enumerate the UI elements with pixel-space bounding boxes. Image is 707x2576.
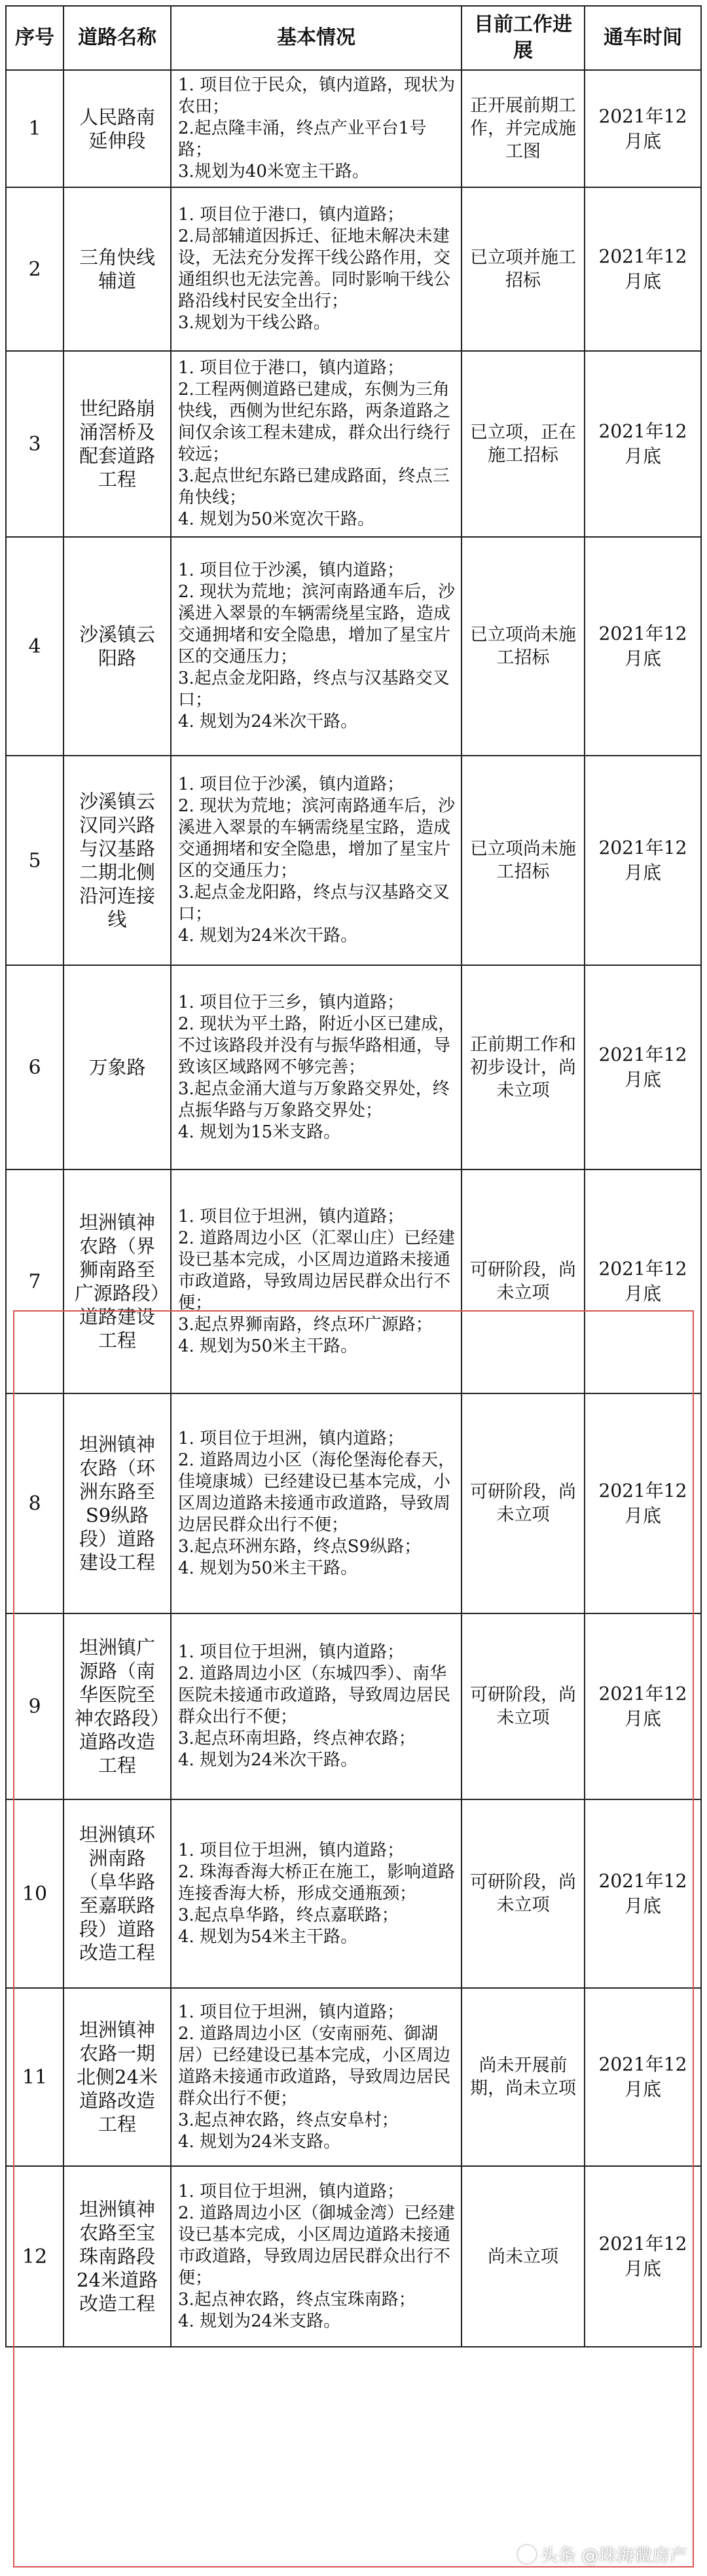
header-road-name: 道路名称 bbox=[63, 6, 171, 70]
info-line: 3.规划为干线公路。 bbox=[178, 313, 331, 333]
info-line: 1. 项目位于民众，镇内道路，现状为农田； bbox=[178, 75, 456, 117]
open-time: 2021年12月底 bbox=[585, 1613, 701, 1799]
info-line: 4. 规划为50米主干路。 bbox=[178, 1336, 358, 1356]
work-progress: 尚未开展前期，尚未立项 bbox=[462, 1988, 585, 2166]
info-line: 4. 规划为54米主干路。 bbox=[178, 1926, 358, 1947]
header-basic-info: 基本情况 bbox=[171, 6, 462, 70]
basic-info bbox=[171, 537, 462, 756]
toutiao-logo-icon bbox=[518, 2545, 536, 2564]
open-time: 2021年12月底 bbox=[585, 1169, 701, 1393]
basic-info bbox=[171, 187, 462, 351]
table-row bbox=[6, 2166, 701, 2347]
table-row bbox=[6, 1613, 701, 1799]
info-line: 4. 规划为50米宽次干路。 bbox=[178, 509, 375, 529]
info-line: 1. 项目位于坦洲，镇内道路； bbox=[178, 2181, 405, 2201]
open-time: 2021年12月底 bbox=[585, 1799, 701, 1988]
road-name: 三角快线辅道 bbox=[63, 187, 171, 351]
open-time: 2021年12月底 bbox=[585, 2166, 701, 2347]
row-index: 2 bbox=[6, 187, 63, 351]
open-time: 2021年12月底 bbox=[585, 187, 701, 351]
open-time: 2021年12月底 bbox=[585, 965, 701, 1169]
table-row bbox=[6, 1988, 701, 2166]
info-line: 2. 珠海香海大桥正在施工，影响道路连接香海大桥，形成交通瓶颈； bbox=[178, 1862, 456, 1904]
info-line: 3.起点环洲东路，终点S9纵路； bbox=[178, 1536, 422, 1556]
road-name: 沙溪镇云阳路 bbox=[63, 537, 171, 756]
info-line: 4. 规划为24米次干路。 bbox=[178, 712, 358, 731]
row-index: 11 bbox=[6, 1988, 63, 2166]
info-line: 3.规划为40米宽主干路。 bbox=[178, 162, 369, 181]
info-line: 3.起点神农路，终点宝珠南路； bbox=[178, 2289, 416, 2309]
info-line: 3.起点阜华路，终点嘉联路； bbox=[178, 1905, 399, 1925]
row-index: 10 bbox=[6, 1799, 63, 1988]
road-name: 坦洲镇神农路（界狮南路至广源路段）道路建设工程 bbox=[63, 1169, 171, 1393]
open-time: 2021年12月底 bbox=[585, 1988, 701, 2166]
work-progress: 可研阶段，尚未立项 bbox=[462, 1169, 585, 1393]
info-line: 4. 规划为24米次干路。 bbox=[178, 1750, 358, 1770]
road-name: 人民路南延伸段 bbox=[63, 70, 171, 187]
info-line: 2.工程两侧道路已建成，东侧为三角快线，西侧为世纪东路，两条道路之间仅余该工程未建成，群众出行绕行较远； bbox=[178, 380, 451, 464]
header-progress: 目前工作进展 bbox=[462, 6, 585, 70]
info-line: 4. 规划为15米支路。 bbox=[178, 1122, 341, 1142]
info-line: 1. 项目位于沙溪，镇内道路； bbox=[178, 775, 405, 794]
table-row bbox=[6, 1799, 701, 1988]
table-row bbox=[6, 537, 701, 756]
road-name: 世纪路崩涌滘桥及配套道路工程 bbox=[63, 351, 171, 537]
road-projects-table bbox=[5, 5, 702, 2347]
work-progress: 已立项尚未施工招标 bbox=[462, 756, 585, 965]
info-line: 1. 项目位于沙溪，镇内道路； bbox=[178, 561, 405, 580]
info-line: 2. 道路周边小区（东城四季）、南华医院未接通市政道路，导致周边居民群众出行不便； bbox=[178, 1664, 451, 1727]
info-line: 4. 规划为50米主干路。 bbox=[178, 1558, 358, 1578]
road-name: 坦洲镇神农路至宝珠南路段24米道路改造工程 bbox=[63, 2166, 171, 2347]
info-line: 1. 项目位于三乡，镇内道路； bbox=[178, 992, 405, 1012]
work-progress: 已立项并施工招标 bbox=[462, 187, 585, 351]
info-line: 1. 项目位于坦洲，镇内道路； bbox=[178, 1206, 405, 1226]
info-line: 2. 道路周边小区（御城金湾）已经建设已基本完成，小区周边道路未接通市政道路，导致周边居民群众出行不便； bbox=[178, 2203, 456, 2288]
row-index: 3 bbox=[6, 351, 63, 537]
work-progress: 尚未立项 bbox=[462, 2166, 585, 2347]
basic-info bbox=[171, 70, 462, 187]
work-progress: 可研阶段，尚未立项 bbox=[462, 1613, 585, 1799]
info-line: 1. 项目位于坦洲，镇内道路； bbox=[178, 1840, 405, 1860]
open-time: 2021年12月底 bbox=[585, 351, 701, 537]
info-line: 3.起点金龙阳路，终点与汉基路交叉口； bbox=[178, 883, 450, 924]
row-index: 9 bbox=[6, 1613, 63, 1799]
table-row bbox=[6, 756, 701, 965]
info-line: 1. 项目位于坦洲，镇内道路； bbox=[178, 1428, 405, 1448]
row-index: 6 bbox=[6, 965, 63, 1169]
basic-info bbox=[171, 1799, 462, 1988]
info-line: 2. 现状为平土路，附近小区已建成，不过该路段并没有与振华路相通，导致该区域路网不够完善； bbox=[178, 1014, 456, 1077]
info-line: 3.起点世纪东路已建成路面，终点三角快线； bbox=[178, 466, 450, 507]
work-progress: 正前期工作和初步设计，尚未立项 bbox=[462, 965, 585, 1169]
road-name: 坦洲镇广源路（南华医院至神农路段）道路改造工程 bbox=[63, 1613, 171, 1799]
row-index: 4 bbox=[6, 537, 63, 756]
row-index: 1 bbox=[6, 70, 63, 187]
info-line: 1. 项目位于港口，镇内道路； bbox=[178, 205, 405, 225]
info-line: 2. 道路周边小区（海伦堡海伦春天，佳境康城）已经建设已基本完成，小区周边道路未接通市政道路，导致周边居民群众出行不便； bbox=[178, 1450, 456, 1535]
info-line: 1. 项目位于坦洲，镇内道路； bbox=[178, 1642, 405, 1662]
header-row bbox=[6, 6, 701, 70]
info-line: 2. 现状为荒地；滨河南路通车后，沙溪进入翠景的车辆需绕星宝路，造成交通拥堵和安全隐患，增加了星宝片区的交通压力； bbox=[178, 582, 456, 667]
info-line: 2. 道路周边小区（汇翠山庄）已经建设已基本完成，小区周边道路未接通市政道路，导致周边居民群众出行不便； bbox=[178, 1228, 456, 1313]
info-line: 2.局部辅道因拆迁、征地未解决未建设，无法充分发挥干线公路作用，交通组织也无法完善。同时影响干线公路沿线村民安全出行； bbox=[178, 227, 451, 311]
basic-info bbox=[171, 351, 462, 537]
basic-info bbox=[171, 2166, 462, 2347]
road-name: 万象路 bbox=[63, 965, 171, 1169]
info-line: 2. 现状为荒地；滨河南路通车后，沙溪进入翠景的车辆需绕星宝路，造成交通拥堵和安全隐患，增加了星宝片区的交通压力； bbox=[178, 796, 456, 881]
open-time: 2021年12月底 bbox=[585, 70, 701, 187]
work-progress: 已立项尚未施工招标 bbox=[462, 537, 585, 756]
row-index: 12 bbox=[6, 2166, 63, 2347]
road-name: 沙溪镇云汉同兴路与汉基路二期北侧沿河连接线 bbox=[63, 756, 171, 965]
open-time: 2021年12月底 bbox=[585, 537, 701, 756]
table-row bbox=[6, 1169, 701, 1393]
work-progress: 已立项，正在施工招标 bbox=[462, 351, 585, 537]
open-time: 2021年12月底 bbox=[585, 1393, 701, 1613]
document-page bbox=[5, 5, 700, 2347]
basic-info bbox=[171, 1393, 462, 1613]
row-index: 7 bbox=[6, 1169, 63, 1393]
info-line: 4. 规划为24米支路。 bbox=[178, 2131, 341, 2152]
road-name: 坦洲镇神农路一期北侧24米道路改造工程 bbox=[63, 1988, 171, 2166]
table-row bbox=[6, 351, 701, 537]
road-name: 坦洲镇神农路（环洲东路至S9纵路段）道路建设工程 bbox=[63, 1393, 171, 1613]
watermark-text: 头条 @珠海微房产 bbox=[540, 2546, 687, 2566]
info-line: 3.起点金涌大道与万象路交界处，终点振华路与万象路交界处； bbox=[178, 1078, 450, 1120]
info-line: 3.起点神农路，终点安阜村； bbox=[178, 2110, 399, 2130]
basic-info bbox=[171, 1613, 462, 1799]
table-row bbox=[6, 965, 701, 1169]
road-name: 坦洲镇环洲南路（阜华路至嘉联路段）道路改造工程 bbox=[63, 1799, 171, 1988]
info-line: 1. 项目位于坦洲，镇内道路； bbox=[178, 2002, 405, 2022]
info-line: 3.起点界狮南路，终点环广源路； bbox=[178, 1314, 433, 1334]
basic-info bbox=[171, 756, 462, 965]
work-progress: 正开展前期工作，并完成施工图 bbox=[462, 70, 585, 187]
basic-info bbox=[171, 1988, 462, 2166]
row-index: 5 bbox=[6, 756, 63, 965]
header-open-time: 通车时间 bbox=[585, 6, 701, 70]
info-line: 3.起点金龙阳路，终点与汉基路交叉口； bbox=[178, 669, 450, 710]
info-line: 1. 项目位于港口，镇内道路； bbox=[178, 358, 405, 378]
info-line: 2.起点隆丰涌，终点产业平台1号路； bbox=[178, 119, 427, 160]
info-line: 3.起点环南坦路，终点神农路； bbox=[178, 1729, 416, 1748]
work-progress: 可研阶段，尚未立项 bbox=[462, 1393, 585, 1613]
info-line: 2. 道路周边小区（安南丽苑、御湖居）已经建设已基本完成，小区周边道路未接通市政道路，导致周边居民群众出行不便； bbox=[178, 2023, 451, 2108]
basic-info bbox=[171, 1169, 462, 1393]
info-line: 4. 规划为24米支路。 bbox=[178, 2311, 341, 2331]
info-line: 4. 规划为24米次干路。 bbox=[178, 926, 358, 946]
basic-info bbox=[171, 965, 462, 1169]
table-row bbox=[6, 70, 701, 187]
table-row bbox=[6, 1393, 701, 1613]
header-index: 序号 bbox=[6, 6, 63, 70]
watermark bbox=[518, 2541, 687, 2567]
open-time: 2021年12月底 bbox=[585, 756, 701, 965]
row-index: 8 bbox=[6, 1393, 63, 1613]
table-row bbox=[6, 187, 701, 351]
work-progress: 可研阶段，尚未立项 bbox=[462, 1799, 585, 1988]
